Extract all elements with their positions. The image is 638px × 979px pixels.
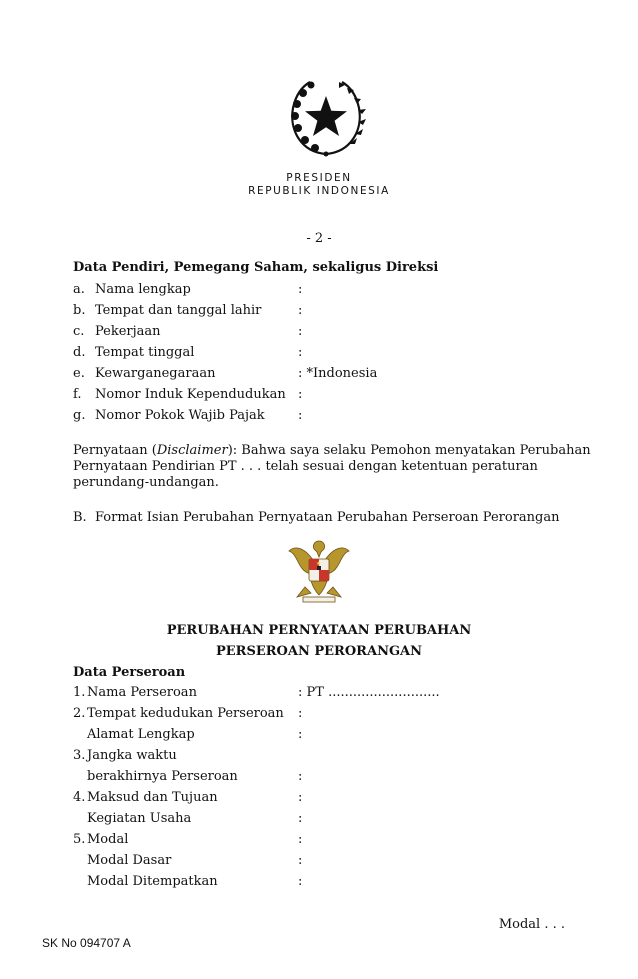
company-row: [73, 811, 191, 826]
disclaimer-rest: ): Bahwa saya selaku Pemohon menyatakan Perubahan: [227, 443, 591, 458]
company-row: [73, 769, 238, 784]
company-row: [73, 727, 195, 742]
row-value: :: [298, 853, 303, 868]
founder-item: [73, 303, 261, 318]
company-row: [73, 853, 171, 868]
row-value: : PT ...........................: [298, 685, 440, 700]
form-title-line1: PERUBAHAN PERNYATAAN PERUBAHAN: [166, 623, 472, 638]
disclaimer-line-2: Pernyataan Pendirian PT . . . telah sesuai dengan ketentuan peraturan: [73, 459, 538, 474]
continuation-marker: Modal . . .: [498, 917, 565, 932]
row-label: Modal Dasar: [87, 853, 172, 868]
item-label: Pekerjaan: [95, 324, 161, 339]
row-value: :: [298, 706, 303, 721]
row-label: Modal Ditempatkan: [87, 874, 218, 889]
item-value: :: [298, 345, 303, 360]
disclaimer-italic: Disclaimer: [156, 443, 228, 458]
header-line2: REPUBLIK INDONESIA: [248, 185, 390, 197]
founder-item: [73, 282, 191, 297]
founder-item: [73, 324, 161, 339]
company-row: [73, 832, 128, 847]
row-label: berakhirnya Perseroan: [87, 769, 238, 784]
company-row: [73, 685, 197, 700]
row-value: :: [298, 769, 303, 784]
company-row: [73, 874, 218, 889]
item-label: Tempat tinggal: [95, 345, 195, 360]
row-number: 2.: [73, 706, 86, 721]
row-label: Kegiatan Usaha: [87, 811, 192, 826]
founder-item: [73, 387, 286, 402]
item-marker: f.: [73, 387, 82, 402]
row-value: :: [298, 811, 303, 826]
company-row: [73, 706, 284, 721]
disclaimer-line-3: perundang-undangan.: [73, 475, 219, 490]
item-marker: g.: [73, 408, 86, 423]
item-label: Nomor Induk Kependudukan: [95, 387, 286, 402]
section-b-text: Format Isian Perubahan Pernyataan Perubahan Perseroan Perorangan: [95, 510, 560, 525]
item-value: :: [298, 324, 303, 339]
item-label: Nama lengkap: [95, 282, 191, 297]
item-marker: d.: [73, 345, 86, 360]
row-label: Tempat kedudukan Perseroan: [87, 706, 284, 721]
item-value: :: [298, 282, 303, 297]
company-section-title: Data Perseroan: [73, 665, 186, 680]
row-value: :: [298, 727, 303, 742]
row-number: 5.: [73, 832, 86, 847]
row-label: Maksud dan Tujuan: [87, 790, 218, 805]
founder-item: [73, 408, 265, 423]
section-b: [73, 510, 559, 525]
footer-code: SK No 094707 A: [42, 936, 131, 950]
page-number: - 2 -: [306, 231, 332, 246]
founder-item: [73, 366, 215, 381]
disclaimer-line-1: [73, 443, 591, 458]
row-value: :: [298, 832, 303, 847]
row-value: :: [298, 790, 303, 805]
row-label: Modal: [87, 832, 129, 847]
row-value: :: [298, 874, 303, 889]
row-label: Alamat Lengkap: [87, 727, 195, 742]
founder-item: [73, 345, 194, 360]
row-number: 3.: [73, 748, 86, 763]
item-label: Tempat dan tanggal lahir: [95, 303, 262, 318]
row-label: Nama Perseroan: [87, 685, 197, 700]
header-line1: PRESIDEN: [286, 172, 352, 184]
item-label: Kewarganegaraan: [95, 366, 216, 381]
item-value: : *Indonesia: [298, 366, 378, 381]
garuda-pancasila-icon: [285, 537, 353, 603]
row-label: Jangka waktu: [87, 748, 177, 763]
form-title-line2: PERSEROAN PERORANGAN: [215, 644, 423, 659]
row-number: 4.: [73, 790, 86, 805]
founder-section-title: Data Pendiri, Pemegang Saham, sekaligus Direksi: [73, 260, 439, 275]
company-row: [73, 748, 177, 763]
section-b-marker: B.: [73, 510, 87, 525]
item-marker: b.: [73, 303, 86, 318]
item-value: :: [298, 408, 303, 423]
item-marker: e.: [73, 366, 85, 381]
row-number: 1.: [73, 685, 86, 700]
item-value: :: [298, 303, 303, 318]
item-marker: c.: [73, 324, 85, 339]
company-row: [73, 790, 218, 805]
item-marker: a.: [73, 282, 85, 297]
presidential-star-seal-icon: [283, 74, 369, 160]
disclaimer-prefix: Pernyataan (: [73, 443, 157, 458]
item-value: :: [298, 387, 303, 402]
item-label: Nomor Pokok Wajib Pajak: [95, 408, 265, 423]
